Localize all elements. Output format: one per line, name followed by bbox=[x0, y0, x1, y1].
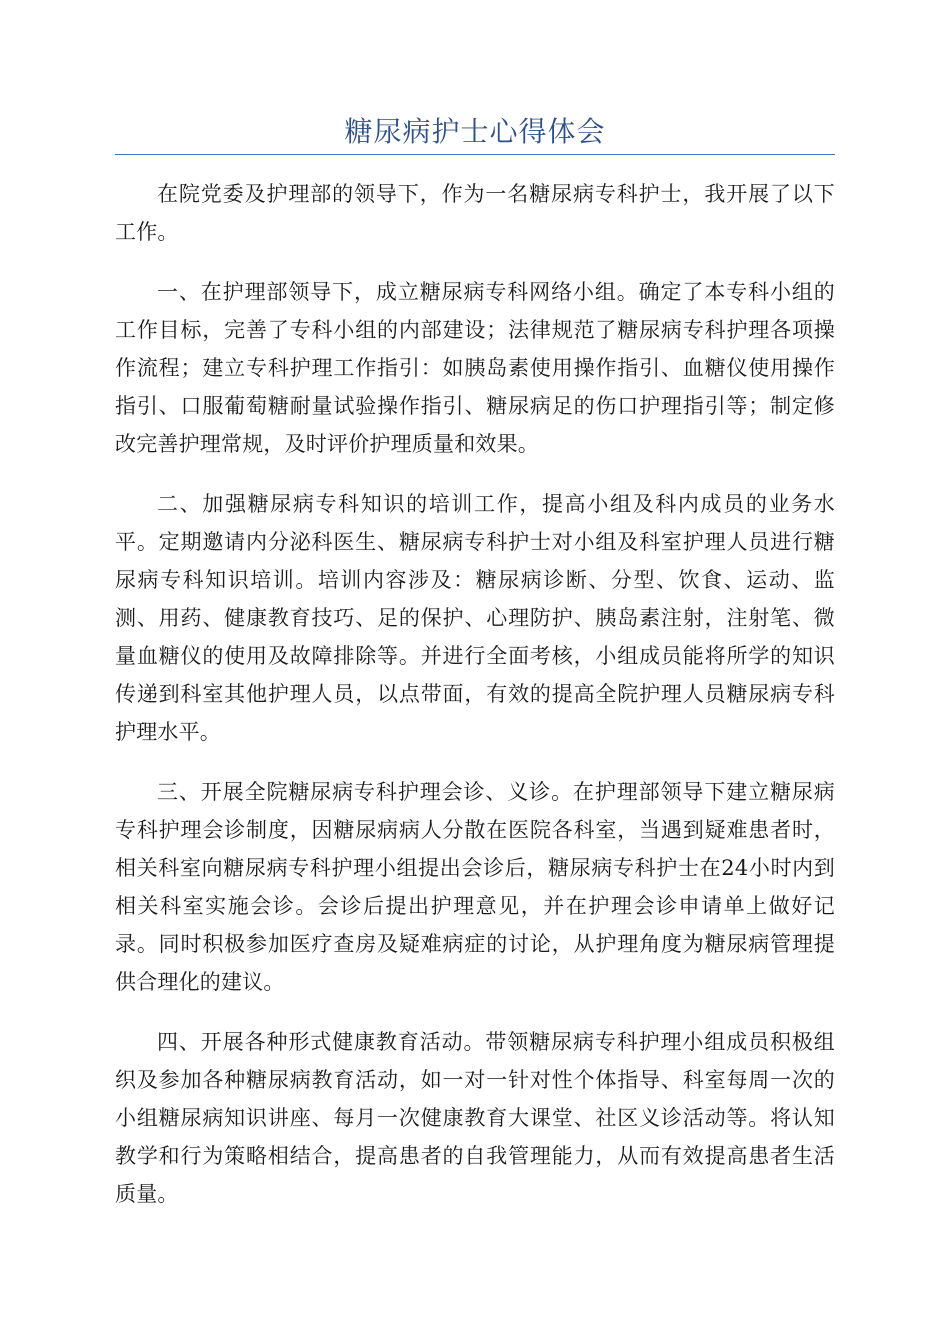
document-body bbox=[115, 175, 835, 1235]
paragraph-section-1: 一、在护理部领导下，成立糖尿病专科网络小组。确定了本专科小组的工作目标，完善了专科小组的内部建设；法律规范了糖尿病专科护理各项操作流程；建立专科护理工作指引：如胰岛素使用操作指引、血糖仪使用操作指引、口服葡萄糖耐量试验操作指引、糖尿病足的伤口护理指引等；制定修改完善护理常规，及时评价护理质量和效果。 bbox=[115, 280, 835, 456]
paragraph-section-3: 三、开展全院糖尿病专科护理会诊、义诊。在护理部领导下建立糖尿病专科护理会诊制度，因糖尿病病人分散在医院各科室，当遇到疑难患者时，相关科室向糖尿病专科护理小组提出会诊后，糖尿病专科护士在24小时内到相关科室实施会诊。会诊后提出护理意见，并在护理会诊申请单上做好记录。同时积极参加医疗查房及疑难病症的讨论，从护理角度为糖尿病管理提供合理化的建议。 bbox=[115, 780, 835, 994]
paragraph-section-2: 二、加强糖尿病专科知识的培训工作，提高小组及科内成员的业务水平。定期邀请内分泌科医生、糖尿病专科护士对小组及科室护理人员进行糖尿病专科知识培训。培训内容涉及：糖尿病诊断、分型、饮食、运动、监测、用药、健康教育技巧、足的保护、心理防护、胰岛素注射，注射笔、微量血糖仪的使用及故障排除等。并进行全面考核，小组成员能将所学的知识传递到科室其他护理人员，以点带面，有效的提高全院护理人员糖尿病专科护理水平。 bbox=[115, 492, 835, 744]
title-underline bbox=[115, 154, 835, 155]
paragraph-intro: 在院党委及护理部的领导下，作为一名糖尿病专科护士，我开展了以下工作。 bbox=[115, 182, 835, 244]
paragraph-section-4: 四、开展各种形式健康教育活动。带领糖尿病专科护理小组成员积极组织及参加各种糖尿病教育活动，如一对一针对性个体指导、科室每周一次的小组糖尿病知识讲座、每月一次健康教育大课堂、社区义诊活动等。将认知教学和行为策略相结合，提高患者的自我管理能力，从而有效提高患者生活质量。 bbox=[115, 1030, 835, 1206]
document-title: 糖尿病护士心得体会 bbox=[344, 115, 606, 148]
